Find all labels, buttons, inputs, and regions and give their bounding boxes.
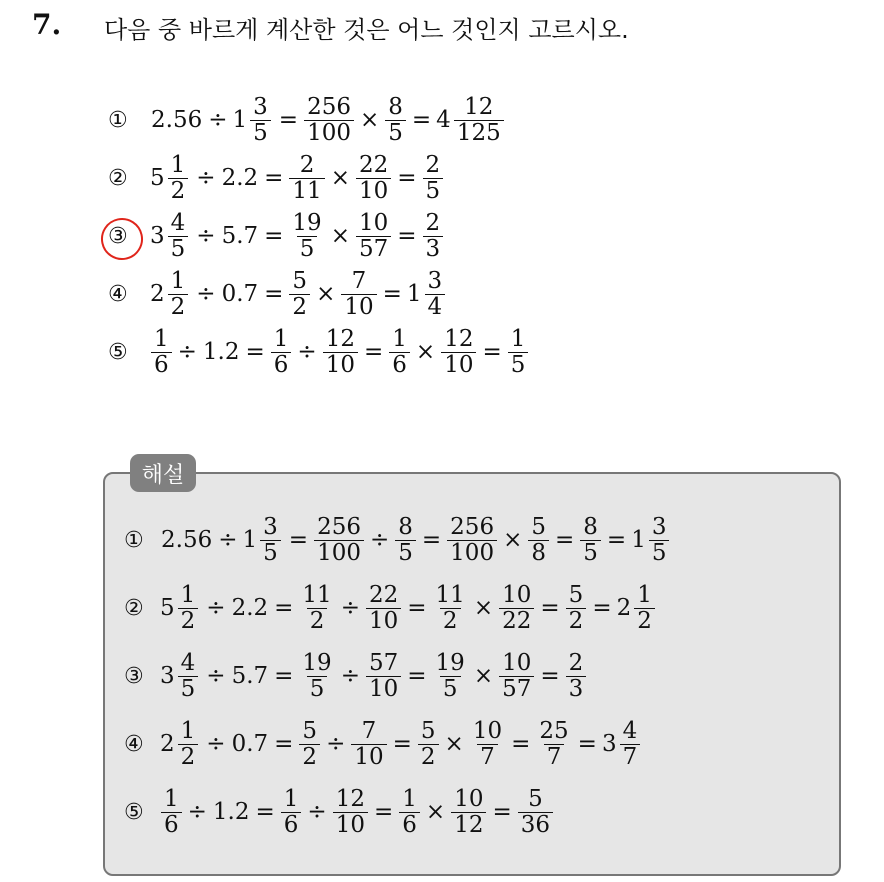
denominator: 10 [441,352,476,377]
numerator: 19 [292,210,322,237]
denominator: 5 [649,540,670,565]
denominator: 100 [447,540,497,565]
numerator: 1 [164,786,179,813]
denominator: 5 [297,236,318,261]
fraction [508,327,529,376]
operator: ÷ [196,165,216,191]
numerator: 256 [317,514,361,541]
fraction [499,651,534,700]
choice-marker: ⑤ [124,799,144,825]
numerator: 4 [180,650,196,677]
fraction [333,787,368,836]
numerator: 3 [263,514,278,541]
fraction [351,719,386,768]
operator: = [482,339,502,365]
choice-marker: ⑤ [108,339,128,365]
operator: × [330,165,350,191]
choice-marker: ④ [108,281,128,307]
equation-row [108,92,509,148]
numerator: 12 [464,94,494,121]
equation-row [124,646,589,706]
mixed-number [243,515,284,564]
denominator: 2 [418,744,439,769]
numerator: 7 [361,718,377,745]
number: 2.56 [151,107,203,133]
mixed-number [160,583,201,632]
numerator: 8 [583,514,598,541]
denominator: 6 [281,812,302,837]
operator: = [245,339,265,365]
denominator: 2 [168,294,189,319]
operator: = [392,731,412,757]
numerator: 1 [402,786,417,813]
fraction [314,515,364,564]
equation-row [108,150,446,206]
denominator: 2 [440,608,461,633]
numerator: 11 [435,582,465,609]
fraction [250,95,271,144]
numerator: 5 [302,718,318,745]
whole-part: 3 [150,223,165,249]
fraction [161,787,182,836]
operator: × [316,281,336,307]
mixed-number [602,719,643,768]
choice-marker: ① [108,107,128,133]
number: 0.7 [221,281,259,307]
numerator: 256 [307,94,351,121]
numerator: 1 [392,326,407,353]
whole-part: 5 [150,165,165,191]
fraction [423,211,444,260]
operator: = [407,595,427,621]
operator: ÷ [187,799,207,825]
fraction [341,269,376,318]
numerator: 10 [502,582,532,609]
denominator: 57 [356,236,391,261]
operator: × [444,731,464,757]
fraction [271,327,292,376]
numerator: 22 [368,582,399,609]
denominator: 10 [333,812,368,837]
numerator: 12 [444,326,474,353]
operator: = [540,595,560,621]
denominator: 57 [499,676,534,701]
numerator: 10 [472,718,503,745]
fraction [168,269,189,318]
numerator: 25 [539,718,569,745]
numerator: 19 [435,650,465,677]
operator: × [415,339,436,365]
operator: = [421,527,442,553]
numerator: 57 [368,650,399,677]
fraction [649,515,670,564]
operator: = [606,527,627,553]
fraction [289,153,324,202]
solution-label: 해설 [130,454,196,492]
operator: = [264,165,284,191]
number: 2.2 [221,165,259,191]
fraction [356,153,391,202]
numerator: 7 [351,268,367,295]
fraction [566,583,587,632]
mixed-number [617,583,658,632]
number: 5.7 [221,223,259,249]
numerator: 5 [568,582,584,609]
numerator: 22 [358,152,389,179]
equation-row [108,324,531,380]
fraction [299,583,334,632]
operator: ÷ [206,731,226,757]
denominator: 6 [151,352,172,377]
fraction [433,583,468,632]
whole-part: 2 [160,731,175,757]
fraction [168,153,189,202]
numerator: 5 [420,718,436,745]
fraction [323,327,358,376]
fraction [178,651,199,700]
whole-part: 1 [242,527,258,553]
operator: = [577,731,597,757]
operator: ÷ [206,595,226,621]
operator: ÷ [340,663,360,689]
operator: ÷ [340,595,360,621]
denominator: 6 [161,812,182,837]
operator: = [278,107,299,133]
fraction [260,515,281,564]
mixed-number [150,269,191,318]
fraction [366,651,401,700]
numerator: 2 [568,650,584,677]
fraction [366,583,401,632]
mixed-number [160,719,201,768]
operator: = [274,663,294,689]
number: 0.7 [231,731,269,757]
denominator: 5 [395,540,416,565]
operator: ÷ [297,339,317,365]
denominator: 10 [341,294,376,319]
fraction [620,719,641,768]
number: 5.7 [231,663,269,689]
choice-marker: ④ [124,731,144,757]
numerator: 4 [622,718,638,745]
fraction [289,269,310,318]
denominator: 10 [323,352,358,377]
whole-part: 1 [631,527,646,553]
equation-row [108,208,446,264]
operator: = [397,165,417,191]
fraction [395,515,416,564]
denominator: 3 [566,676,587,701]
fraction [168,211,189,260]
choice-marker: ② [108,165,128,191]
operator: ÷ [196,281,216,307]
numerator: 4 [170,210,186,237]
denominator: 5 [168,236,189,261]
operator: = [397,223,417,249]
fraction [518,787,553,836]
operator: = [373,799,394,825]
operator: ÷ [369,527,390,553]
denominator: 22 [499,608,534,633]
operator: = [264,223,284,249]
whole-part: 3 [601,731,617,757]
numerator: 2 [425,152,441,179]
mixed-number [150,153,191,202]
whole-part: 1 [406,281,422,307]
numerator: 10 [454,786,484,813]
denominator: 5 [260,540,281,565]
fraction [356,211,391,260]
denominator: 5 [250,120,271,145]
numerator: 2 [425,210,441,237]
numerator: 8 [388,94,403,121]
numerator: 1 [154,326,169,353]
numerator: 1 [283,786,299,813]
denominator: 8 [528,540,549,565]
fraction [178,583,199,632]
numerator: 10 [502,650,532,677]
mixed-number [436,95,507,144]
operator: = [382,281,402,307]
mixed-number [150,211,191,260]
denominator: 10 [356,178,391,203]
denominator: 11 [289,178,324,203]
number: 2.56 [161,527,213,553]
equation-row [124,578,660,638]
operator: = [411,107,432,133]
denominator: 5 [307,676,328,701]
operator: ÷ [177,339,197,365]
mixed-number [233,95,274,144]
number: 1.2 [202,339,240,365]
operator: ÷ [196,223,216,249]
numerator: 11 [302,582,332,609]
equation-row [124,714,645,774]
numerator: 1 [273,326,289,353]
numerator: 5 [528,786,543,813]
operator: = [492,799,512,825]
operator: × [473,663,494,689]
number: 2.2 [231,595,269,621]
fraction [389,327,410,376]
operator: × [473,595,494,621]
numerator: 19 [302,650,332,677]
operator: ÷ [307,799,327,825]
denominator: 5 [580,540,601,565]
numerator: 5 [531,514,546,541]
fraction [385,95,406,144]
numerator: 8 [398,514,413,541]
numerator: 10 [358,210,389,237]
fraction [425,269,446,318]
denominator: 2 [289,294,310,319]
denominator: 5 [508,352,529,377]
numerator: 1 [180,582,196,609]
numerator: 1 [170,152,186,179]
operator: × [330,223,350,249]
operator: = [511,731,531,757]
question-text: 다음 중 바르게 계산한 것은 어느 것인지 고르시오. [104,16,629,44]
fraction [580,515,601,564]
numerator: 2 [299,152,315,179]
denominator: 2 [178,744,199,769]
numerator: 1 [510,326,526,353]
denominator: 2 [178,608,199,633]
fraction [433,651,468,700]
fraction [299,719,320,768]
number: 1.2 [212,799,250,825]
denominator: 7 [544,744,565,769]
whole-part: 2 [150,281,165,307]
denominator: 2 [168,178,189,203]
denominator: 12 [451,812,486,837]
whole-part: 1 [232,107,248,133]
operator: = [540,663,560,689]
denominator: 3 [423,236,444,261]
operator: ÷ [208,107,228,133]
choice-marker: ③ [108,223,128,249]
operator: ÷ [206,663,226,689]
denominator: 6 [399,812,420,837]
numerator: 256 [450,514,495,541]
numerator: 1 [180,718,196,745]
choice-marker: ② [124,595,144,621]
denominator: 10 [351,744,386,769]
denominator: 6 [271,352,292,377]
mixed-number [631,515,672,564]
numerator: 5 [292,268,308,295]
fraction [289,211,324,260]
denominator: 5 [440,676,461,701]
operator: = [407,663,427,689]
denominator: 7 [620,744,641,769]
denominator: 2 [307,608,328,633]
numerator: 1 [170,268,186,295]
fraction [178,719,199,768]
operator: = [264,281,284,307]
choice-marker: ① [124,527,144,553]
denominator: 5 [423,178,444,203]
whole-part: 2 [616,595,632,621]
numerator: 12 [335,786,365,813]
fraction [470,719,505,768]
fraction [441,327,476,376]
operator: = [363,339,384,365]
operator: × [503,527,523,553]
denominator: 100 [304,120,354,145]
operator: = [592,595,612,621]
fraction [447,515,497,564]
mixed-number [160,651,201,700]
whole-part: 4 [436,107,451,133]
question-number: 7. [32,8,62,41]
fraction [566,651,587,700]
fraction [299,651,334,700]
operator: = [255,799,275,825]
operator: = [288,527,309,553]
denominator: 10 [366,608,401,633]
denominator: 36 [518,812,553,837]
fraction [399,787,420,836]
fraction [528,515,549,564]
fraction [499,583,534,632]
numerator: 1 [637,582,652,609]
numerator: 3 [427,268,443,295]
fraction [423,153,444,202]
denominator: 5 [385,120,406,145]
operator: × [359,107,380,133]
operator: = [274,595,294,621]
numerator: 3 [651,514,667,541]
equation-row [124,510,674,570]
mixed-number [407,269,448,318]
fraction [304,95,354,144]
denominator: 5 [178,676,199,701]
fraction [536,719,571,768]
fraction [634,583,655,632]
fraction [454,95,504,144]
fraction [281,787,302,836]
denominator: 7 [477,744,498,769]
operator: = [555,527,575,553]
operator: ÷ [326,731,346,757]
denominator: 10 [366,676,401,701]
fraction [418,719,439,768]
equation-row [124,782,556,842]
fraction [151,327,172,376]
fraction [451,787,486,836]
numerator: 3 [253,94,268,121]
whole-part: 5 [160,595,175,621]
denominator: 6 [389,352,410,377]
choice-marker: ③ [124,663,144,689]
denominator: 100 [314,540,364,565]
operator: × [425,799,446,825]
denominator: 4 [425,294,446,319]
denominator: 2 [634,608,655,633]
numerator: 12 [325,326,355,353]
whole-part: 3 [160,663,175,689]
denominator: 2 [299,744,320,769]
denominator: 2 [566,608,587,633]
operator: ÷ [218,527,238,553]
operator: = [274,731,294,757]
equation-row [108,266,450,322]
denominator: 125 [454,120,504,145]
